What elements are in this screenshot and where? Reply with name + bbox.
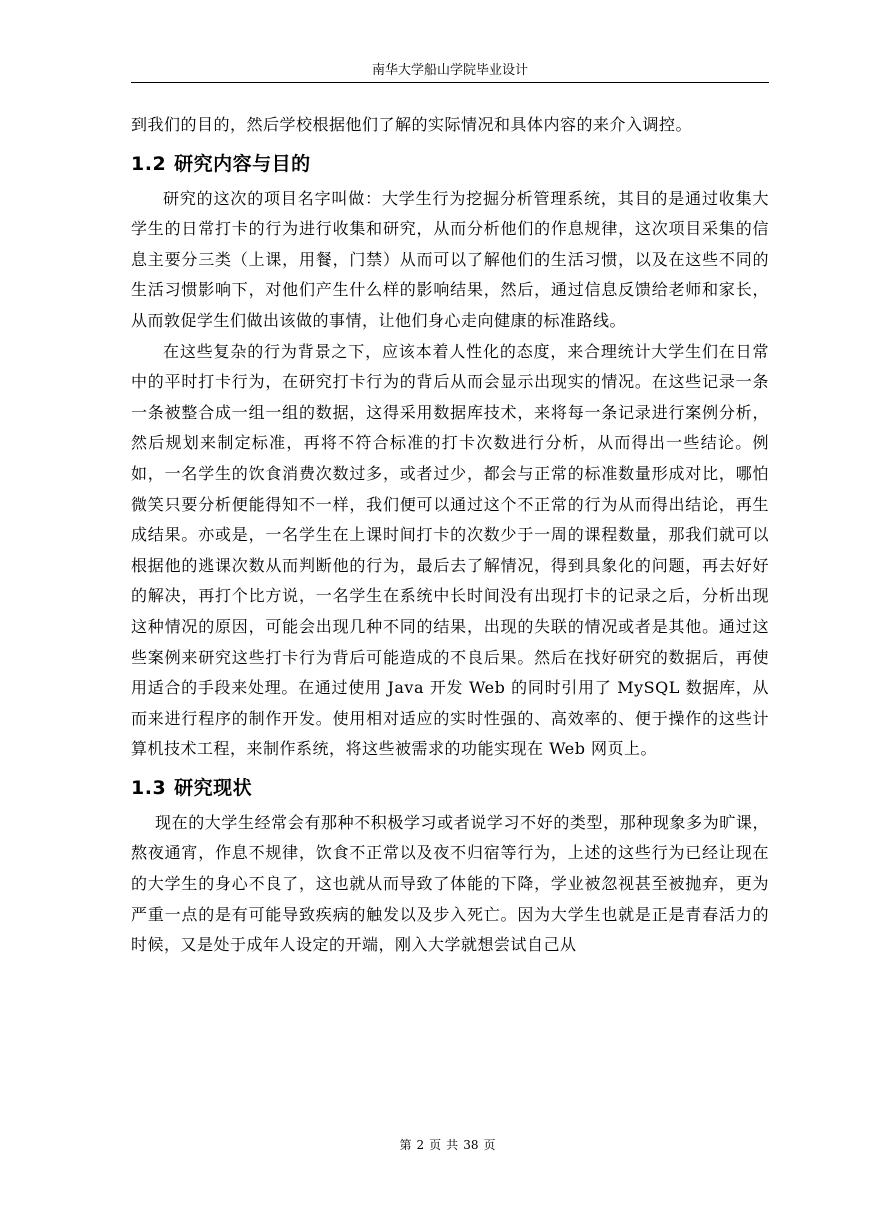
- section-1-2-paragraph-2: 在这些复杂的行为背景之下，应该本着人性化的态度，来合理统计大学生们在日常中的平时打卡行为，在研究打卡行为的背后从而会显示出现实的情况。在这些记录一条一条被整合成一组一组的数据，这得采用数据库技术，来将每一条记录进行案例分析，然后规划来制定标准，再将不符合标准的打卡次数进行分析，从而得出一些结论。例如，一名学生的饮食消费次数过多，或者过少，都会与正常的标准数量形成对比，哪怕微笑只要分析便能得知不一样，我们便可以通过这个不正常的行为从而得出结论，再生成结果。亦或是，一名学生在上课时间打卡的次数少于一周的课程数量，那我们就可以根据他的逃课次数从而判断他的行为，最后去了解情况，得到具象化的问题，再去好好的解决，再打个比方说，一名学生在系统中长时间没有出现打卡的记录之后，分析出现这种情况的原因，可能会出现几种不同的结果，出现的失联的情况或者是其他。通过这些案例来研究这些打卡行为背后可能造成的不良后果。然后在找好研究的数据后，再使用适合的手段来处理。在通过使用 Java 开发 Web 的同时引用了 MySQL 数据库，从而来进行程序的制作开发。使用相对适应的实时性强的、高效率的、便于操作的这些计算机技术工程，来制作系统，将这些被需求的功能实现在 Web 网页上。: [131, 341, 769, 759]
- section-title: 研究现状: [174, 776, 253, 799]
- footer-total-pages: 38: [463, 1138, 479, 1152]
- section-1-3-paragraph-1: 现在的大学生经常会有那种不积极学习或者说学习不好的类型，那种现象多为旷课，熬夜通宵，作息不规律，饮食不正常以及夜不归宿等行为，上述的这些行为已经让现在的大学生的身心不良了，这也就从而导致了体能的下降，学业被忽视甚至被抛弃，更为严重一点的是有可能导致疾病的触发以及步入死亡。因为大学生也就是正是青春活力的时候，又是处于成年人设定的开端，刚入大学就想尝试自己从: [131, 812, 769, 955]
- section-heading-1-2: [131, 147, 769, 181]
- section-title: 研究内容与目的: [174, 152, 311, 175]
- footer-prefix: 第: [399, 1138, 412, 1152]
- page-content: [131, 110, 769, 961]
- footer-total-word: 共: [446, 1138, 459, 1152]
- section-number: 1.2: [131, 152, 167, 175]
- section-number: 1.3: [131, 776, 167, 799]
- section-1-2-paragraph-1: 研究的这次的项目名字叫做：大学生行为挖掘分析管理系统，其目的是通过收集大学生的日常打卡的行为进行收集和研究，从而分析他们的作息规律，这次项目采集的信息主要分三类（上课，用餐，门禁）从而可以了解他们的生活习惯，以及在这些不同的生活习惯影响下，对他们产生什么样的影响结果，然后，通过信息反馈给老师和家长，从而敦促学生们做出该做的事情，让他们身心走向健康的标准路线。: [131, 188, 769, 330]
- continued-paragraph: 到我们的目的，然后学校根据他们了解的实际情况和具体内容的来介入调控。: [131, 115, 693, 134]
- section-heading-1-3: [131, 771, 769, 805]
- footer-suffix: 页: [483, 1138, 496, 1152]
- footer-current-page: 2: [416, 1138, 425, 1152]
- page-footer: [131, 1137, 769, 1153]
- running-header: 南华大学船山学院毕业设计: [371, 63, 528, 78]
- header-rule: [131, 82, 769, 83]
- footer-page-word: 页: [429, 1138, 442, 1152]
